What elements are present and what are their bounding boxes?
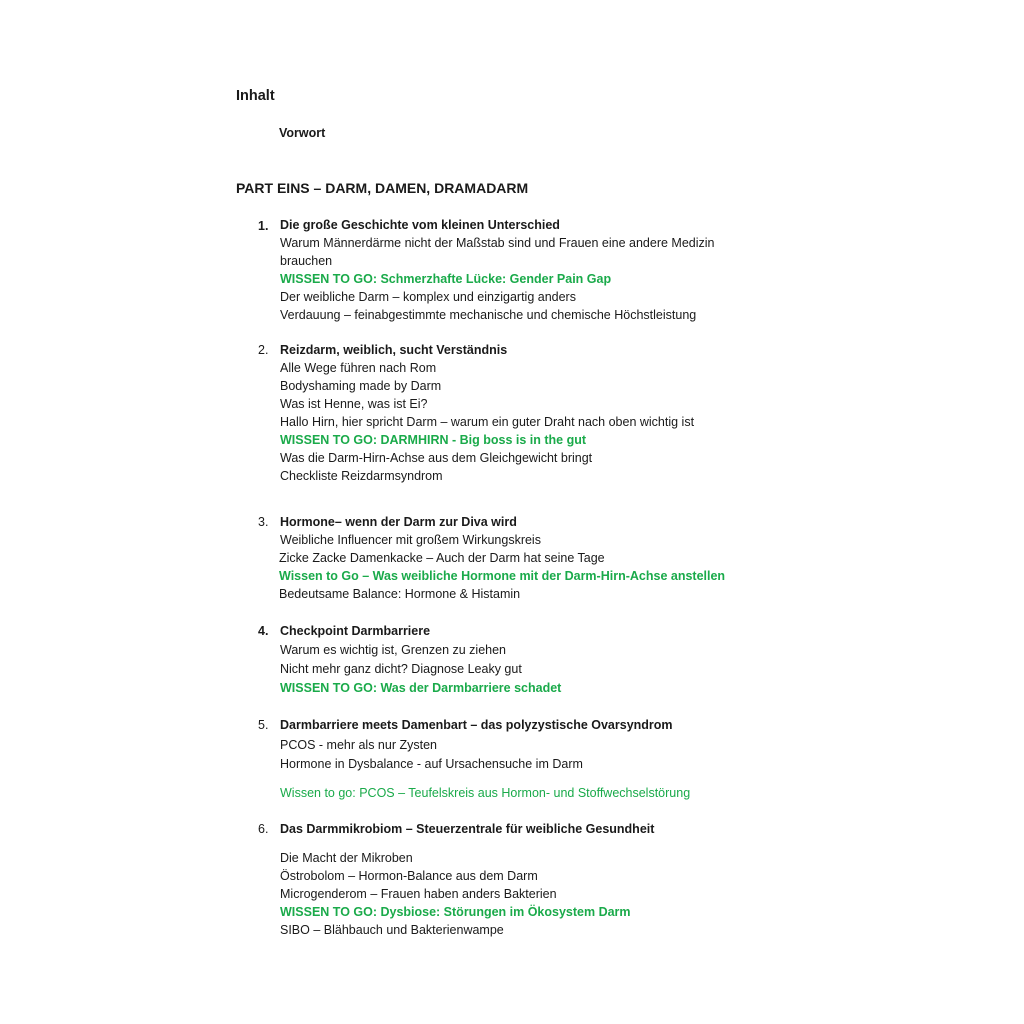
foreword-entry: Vorwort bbox=[279, 126, 326, 140]
chapter-2-wissen-to-go: WISSEN TO GO: DARMHIRN - Big boss is in the gut bbox=[280, 433, 587, 447]
chapter-3-number: 3. bbox=[258, 515, 269, 529]
chapter-4-line-2: Nicht mehr ganz dicht? Diagnose Leaky gut bbox=[280, 662, 522, 676]
chapter-6-wissen-to-go: WISSEN TO GO: Dysbiose: Störungen im Ökosystem Darm bbox=[280, 905, 631, 919]
chapter-1-title: Die große Geschichte vom kleinen Unterschied bbox=[280, 218, 560, 232]
chapter-2-line-1: Alle Wege führen nach Rom bbox=[280, 361, 437, 375]
chapter-6-line-2: Östrobolom – Hormon-Balance aus dem Darm bbox=[280, 869, 538, 883]
chapter-2-title: Reizdarm, weiblich, sucht Verständnis bbox=[280, 343, 508, 357]
chapter-5-line-2: Hormone in Dysbalance - auf Ursachensuche im Darm bbox=[280, 757, 583, 771]
chapter-4-line-1: Warum es wichtig ist, Grenzen zu ziehen bbox=[280, 643, 507, 657]
chapter-1-wissen-to-go: WISSEN TO GO: Schmerzhafte Lücke: Gender Pain Gap bbox=[280, 272, 612, 286]
chapter-1-line-5: Verdauung – feinabgestimmte mechanische und chemische Höchstleistung bbox=[280, 308, 697, 322]
chapter-1-line-2: brauchen bbox=[280, 254, 333, 268]
chapter-1-line-4: Der weibliche Darm – komplex und einzigartig anders bbox=[280, 290, 576, 304]
chapter-3-title: Hormone– wenn der Darm zur Diva wird bbox=[280, 515, 517, 529]
chapter-6-line-5: SIBO – Blähbauch und Bakterienwampe bbox=[280, 923, 504, 937]
chapter-6-line-1: Die Macht der Mikroben bbox=[280, 851, 413, 865]
chapter-2-line-6: Was die Darm-Hirn-Achse aus dem Gleichgewicht bringt bbox=[280, 451, 593, 465]
toc-heading: Inhalt bbox=[236, 88, 275, 104]
chapter-6-title: Das Darmmikrobiom – Steuerzentrale für weibliche Gesundheit bbox=[280, 822, 655, 836]
chapter-3-line-1: Weibliche Influencer mit großem Wirkungskreis bbox=[280, 533, 541, 547]
chapter-5-wissen-to-go: Wissen to go: PCOS – Teufelskreis aus Hormon- und Stoffwechselstörung bbox=[280, 786, 691, 800]
chapter-6-number: 6. bbox=[258, 822, 269, 836]
chapter-4-wissen-to-go: WISSEN TO GO: Was der Darmbarriere schadet bbox=[280, 681, 562, 695]
chapter-2-number: 2. bbox=[258, 343, 269, 357]
chapter-3-line-4: Bedeutsame Balance: Hormone & Histamin bbox=[279, 587, 521, 601]
chapter-5-line-1: PCOS - mehr als nur Zysten bbox=[280, 738, 437, 752]
chapter-1-number: 1. bbox=[258, 219, 269, 233]
part-title: PART EINS – DARM, DAMEN, DRAMADARM bbox=[236, 180, 529, 196]
chapter-5-title: Darmbarriere meets Damenbart – das polyzystische Ovarsyndrom bbox=[280, 718, 673, 732]
chapter-2-line-7: Checkliste Reizdarmsyndrom bbox=[280, 469, 443, 483]
chapter-3-line-2: Zicke Zacke Damenkacke – Auch der Darm hat seine Tage bbox=[279, 551, 605, 565]
chapter-4-number: 4. bbox=[258, 624, 269, 638]
chapter-2-line-3: Was ist Henne, was ist Ei? bbox=[280, 397, 428, 411]
chapter-4-title: Checkpoint Darmbarriere bbox=[280, 624, 431, 638]
chapter-5-number: 5. bbox=[258, 718, 269, 732]
chapter-3-wissen-to-go: Wissen to Go – Was weibliche Hormone mit der Darm-Hirn-Achse anstellen bbox=[279, 569, 726, 583]
chapter-6-line-3: Microgenderom – Frauen haben anders Bakterien bbox=[280, 887, 557, 901]
chapter-2-line-4: Hallo Hirn, hier spricht Darm – warum ein guter Draht nach oben wichtig ist bbox=[280, 415, 695, 429]
chapter-2-line-2: Bodyshaming made by Darm bbox=[280, 379, 442, 393]
chapter-1-line-1: Warum Männerdärme nicht der Maßstab sind und Frauen eine andere Medizin bbox=[280, 236, 715, 250]
